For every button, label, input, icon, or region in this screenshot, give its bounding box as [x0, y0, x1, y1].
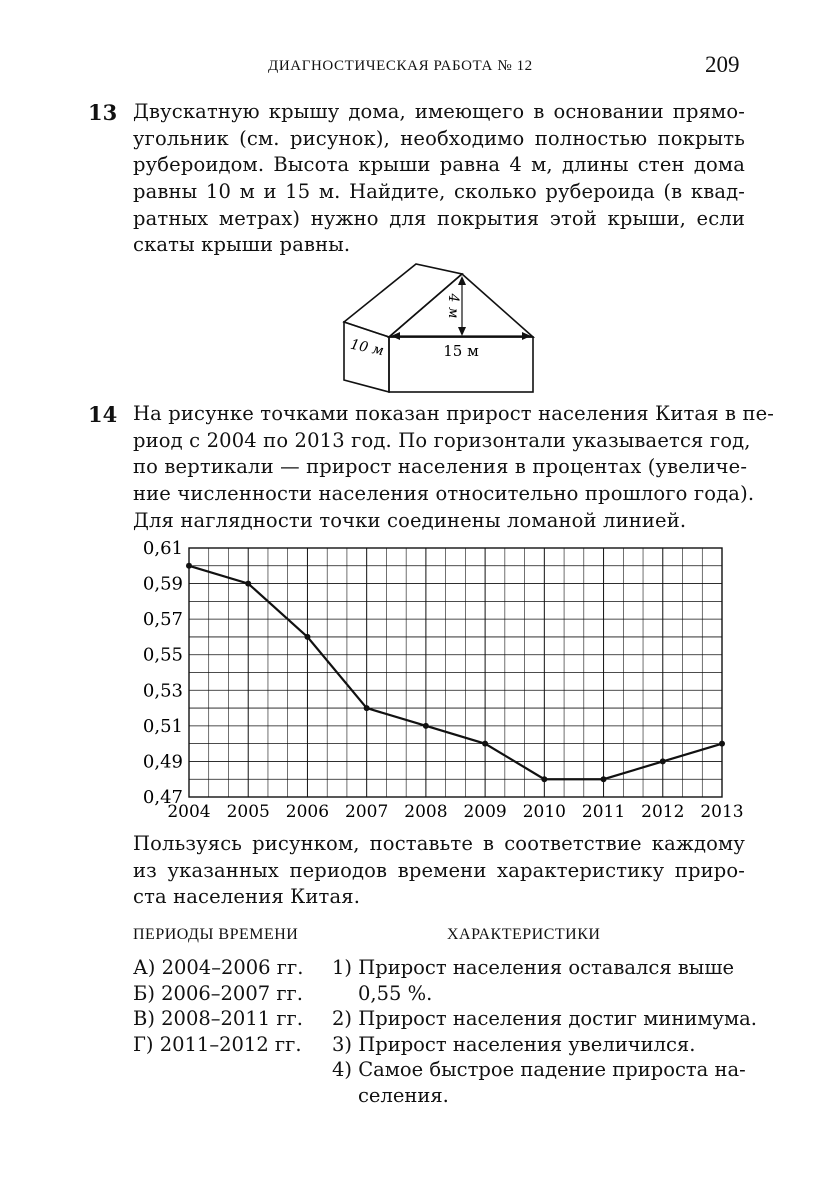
item-number: 4) — [332, 1058, 353, 1081]
x-tick-label: 2007 — [345, 802, 389, 822]
text-line: Пользуясь рисунком, поставьте в соответствие каждому — [133, 832, 745, 855]
height-label: 4 м — [445, 293, 461, 319]
y-tick-label: 0,61 — [142, 538, 183, 559]
x-tick-label: 2005 — [226, 802, 270, 822]
item-text: Прирост населения увеличился. — [358, 1032, 696, 1056]
data-point — [186, 563, 192, 569]
periods-list — [133, 955, 303, 1057]
item-text: Самое быстрое падение прироста на- — [358, 1058, 746, 1081]
population-growth-chart — [125, 532, 755, 824]
problem-14-text — [133, 401, 775, 534]
data-point — [304, 634, 310, 640]
characteristics-list — [332, 955, 757, 1108]
data-point — [541, 776, 547, 782]
text-line: равны 10 м и 15 м. Найдите, сколько рубероида (в квад- — [133, 180, 745, 204]
data-point — [601, 776, 607, 782]
text-line: На рисунке точками показан прирост населения Китая в пе- — [133, 402, 775, 425]
characteristic-item — [332, 1032, 757, 1058]
text-line: угольник (см. рисунок), необходимо полностью покрыть — [133, 126, 745, 150]
data-point — [482, 741, 488, 747]
text-line: из указанных периодов времени характеристику приро- — [133, 858, 745, 882]
text-line: рубероидом. Высота крыши равна 4 м, длины стен дома — [133, 153, 745, 177]
text-line: ратных метрах) нужно для покрытия этой крыши, если — [133, 206, 745, 230]
characteristic-item-continued — [332, 1083, 757, 1109]
text-line: ние численности населения относительно прошлого года). — [133, 482, 755, 506]
period-item: Г) 2011–2012 гг. — [133, 1032, 302, 1056]
item-number: 3) — [332, 1032, 353, 1056]
x-tick-label: 2010 — [522, 802, 566, 822]
item-text: Прирост населения оставался выше — [358, 956, 734, 979]
period-item: А) 2004–2006 гг. — [133, 956, 304, 979]
problem-14-number: 14 — [88, 402, 118, 427]
problem-13-number: 13 — [88, 100, 118, 125]
problem-14-instruction — [133, 831, 745, 911]
characteristic-item — [332, 1006, 757, 1032]
x-tick-label: 2006 — [285, 802, 330, 822]
y-tick-label: 0,55 — [142, 644, 183, 666]
x-tick-label: 2004 — [167, 802, 211, 822]
characteristics-header: ХАРАКТЕРИСТИКИ — [447, 926, 601, 943]
text-line: Двускатную крышу дома, имеющего в основании прямо- — [133, 100, 745, 123]
text-line: скаты крыши равны. — [133, 233, 351, 257]
house-figure — [330, 258, 540, 398]
y-tick-label: 0,47 — [142, 787, 183, 808]
item-number: 1) — [332, 956, 353, 979]
y-tick-label: 0,57 — [142, 609, 183, 631]
x-tick-label: 2013 — [700, 802, 744, 822]
problem-13-text — [133, 99, 745, 259]
length-label: 15 м — [443, 342, 479, 360]
text-line: Для наглядности точки соединены ломаной линией. — [133, 508, 687, 532]
period-item: Б) 2006–2007 гг. — [133, 981, 303, 1005]
x-tick-label: 2008 — [404, 802, 448, 822]
item-text: селения. — [358, 1083, 449, 1107]
y-tick-label: 0,51 — [142, 715, 183, 737]
x-tick-label: 2011 — [581, 802, 626, 822]
y-tick-label: 0,53 — [142, 680, 183, 702]
item-text: 0,55 %. — [358, 981, 433, 1005]
characteristic-item — [332, 1057, 757, 1083]
period-item: В) 2008–2011 гг. — [133, 1007, 303, 1030]
running-header: ДИАГНОСТИЧЕСКАЯ РАБОТА № 12 — [268, 58, 533, 74]
x-tick-label: 2009 — [463, 802, 507, 822]
text-line: риод с 2004 по 2013 год. По горизонтали указывается год, — [133, 428, 751, 452]
roof-slope-front — [344, 264, 462, 337]
text-line: по вертикали — прирост населения в процентах (увеличе- — [133, 455, 748, 479]
data-point — [245, 581, 251, 587]
x-tick-label: 2012 — [641, 802, 685, 822]
width-label: 10 м — [348, 336, 386, 360]
y-tick-label: 0,59 — [142, 573, 183, 595]
y-tick-label: 0,49 — [142, 751, 183, 773]
periods-header: ПЕРИОДЫ ВРЕМЕНИ — [133, 926, 299, 943]
data-point — [660, 758, 666, 764]
item-number: 2) — [332, 1007, 353, 1030]
characteristic-item-continued — [332, 981, 757, 1007]
data-point — [364, 705, 370, 711]
data-point — [423, 723, 429, 729]
page-number: 209 — [705, 52, 740, 77]
characteristic-item — [332, 955, 757, 981]
data-point — [719, 741, 725, 747]
text-line: ста населения Китая. — [133, 885, 361, 909]
item-text: Прирост населения достиг минимума. — [358, 1007, 757, 1030]
